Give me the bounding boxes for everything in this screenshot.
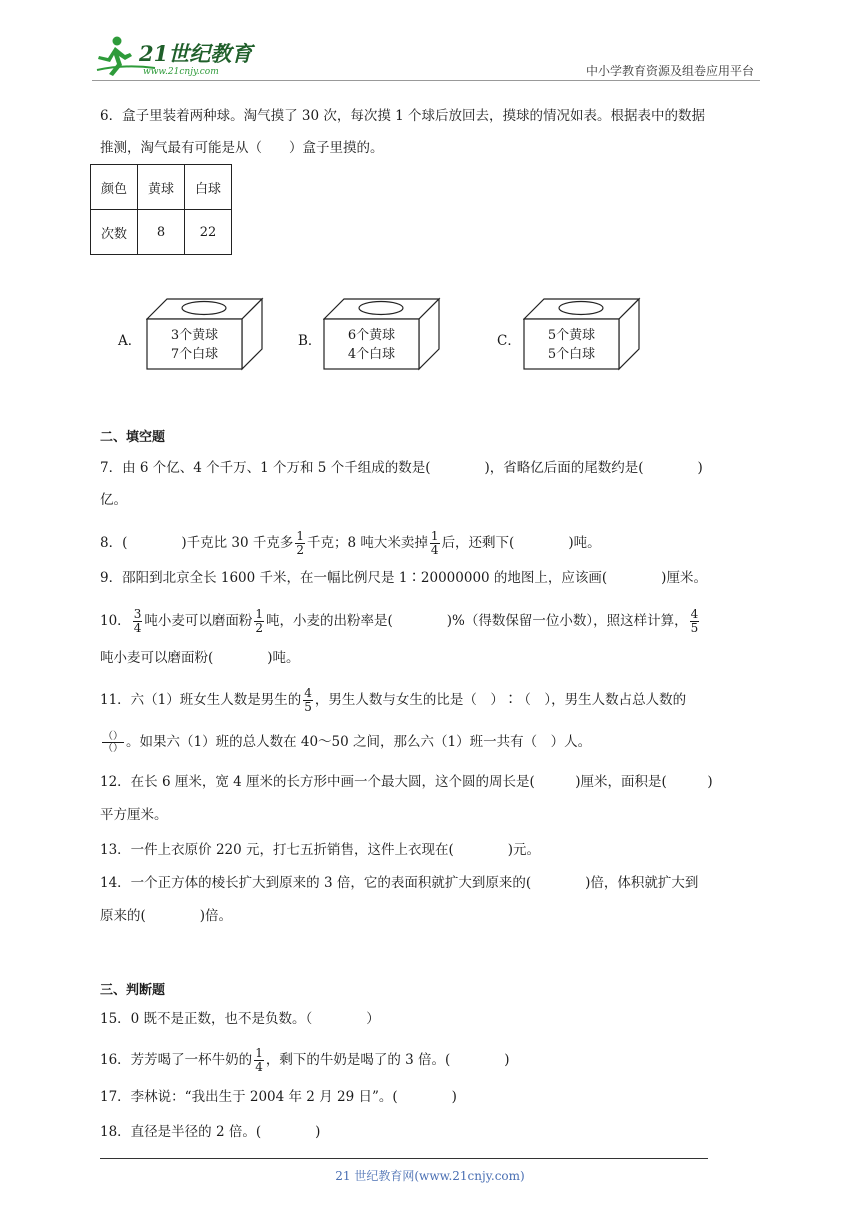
q8 — [100, 530, 601, 557]
q11-line2 — [100, 731, 591, 754]
q10-part-c: 吨，小麦的出粉率是( )%（得数保留一位小数），照这样计算， — [265, 613, 688, 629]
footer-divider — [100, 1158, 708, 1159]
fraction: $\frac{1}{4}$ — [430, 529, 439, 557]
site-logo — [95, 34, 265, 78]
fraction: $\frac{4}{5}$ — [690, 607, 699, 635]
q10-line1 — [100, 608, 701, 635]
logo-url: www.21cnjy.com — [143, 67, 219, 77]
platform-name: 中小学教育资源及组卷应用平台 — [585, 64, 754, 78]
fraction-blank: $\frac{()}{()}$ — [103, 731, 123, 754]
q6-data-table — [90, 164, 232, 255]
table-cell: 颜色 — [91, 165, 138, 210]
option-a-line2: 7个白球 — [170, 347, 219, 362]
q14-line2: 原来的( )倍。 — [100, 908, 233, 924]
q17: 17．李林说：“我出生于 2004 年 2 月 29 日”。( ) — [100, 1089, 457, 1105]
q11-part-c: 。如果六（1）班的总人数在 40～50 之间，那么六（1）班一共有（ ）人。 — [126, 734, 592, 750]
option-c-line1: 5个黄球 — [547, 328, 596, 343]
q8-part-c: 后，还剩下( )吨。 — [441, 535, 601, 551]
q15: 15．0 既不是正数，也不是负数。（ ） — [100, 1011, 380, 1027]
option-b-line2: 4个白球 — [347, 347, 396, 362]
option-a-box — [146, 297, 264, 375]
footer-link[interactable]: 21 世纪教育网(www.21cnjy.com) — [335, 1169, 525, 1183]
table-cell: 黄球 — [138, 165, 185, 210]
option-b-box — [323, 297, 441, 375]
q10-part-b: 吨小麦可以磨面粉 — [144, 613, 253, 629]
logo-text: 21世纪教育 — [139, 41, 253, 66]
option-b-line1: 6个黄球 — [347, 328, 396, 343]
q9: 9．邵阳到北京全长 1600 千米，在一幅比例尺是 1∶20000000 的地图上，应该画( )厘米。 — [100, 570, 707, 586]
q18: 18．直径是半径的 2 倍。( ) — [100, 1124, 321, 1140]
q12-line1: 12．在长 6 厘米，宽 4 厘米的长方形中画一个最大圆，这个圆的周长是( )厘米，面积是( ) — [100, 774, 713, 790]
section3-title: 三、判断题 — [100, 983, 166, 998]
option-b-label: B． — [298, 333, 322, 349]
fraction: $\frac{4}{5}$ — [304, 686, 312, 714]
q11-part-a: 11．六（1）班女生人数是男生的 — [100, 692, 302, 708]
table-cell: 8 — [138, 210, 185, 255]
q14-line1: 14．一个正方体的棱长扩大到原来的 3 倍，它的表面积就扩大到原来的( )倍，体积就扩大到 — [100, 875, 699, 891]
table-cell: 次数 — [91, 210, 138, 255]
option-a-label: A． — [118, 333, 142, 349]
table-cell: 白球 — [185, 165, 232, 210]
option-c-line2: 5个白球 — [547, 347, 596, 362]
fraction: $\frac{1}{2}$ — [255, 607, 263, 635]
option-c-label: C． — [497, 333, 521, 349]
fraction: $\frac{1}{4}$ — [255, 1046, 263, 1074]
q16 — [100, 1047, 510, 1074]
option-c-box — [523, 297, 641, 375]
section2-title: 二、填空题 — [100, 430, 166, 445]
q10-line2: 吨小麦可以磨面粉( )吨。 — [100, 650, 300, 666]
option-a-line1: 3个黄球 — [170, 328, 219, 343]
header-divider — [92, 80, 760, 81]
runner-logo-icon — [95, 34, 265, 78]
q6-text-line1: 6．盒子里装着两种球。淘气摸了 30 次，每次摸 1 个球后放回去，摸球的情况如表。根据表中的数据 — [100, 108, 706, 124]
q16-part-b: ，剩下的牛奶是喝了的 3 倍。( ) — [265, 1052, 510, 1068]
q6-text-line2: 推测，淘气最有可能是从（ ）盒子里摸的。 — [100, 140, 384, 156]
q8-part-b: 千克；8 吨大米卖掉 — [307, 535, 428, 551]
q8-part-a: 8．( )千克比 30 千克多 — [100, 535, 294, 551]
fraction: $\frac{1}{2}$ — [296, 529, 305, 557]
q7-line2: 亿。 — [100, 492, 127, 508]
fraction: $\frac{3}{4}$ — [133, 607, 142, 635]
table-row — [91, 210, 232, 255]
q16-part-a: 16．芳芳喝了一杯牛奶的 — [100, 1052, 253, 1068]
q10-part-a: 10． — [100, 613, 131, 629]
table-cell: 22 — [185, 210, 232, 255]
q12-line2: 平方厘米。 — [100, 807, 168, 823]
table-header-row — [91, 165, 232, 210]
q7-line1: 7．由 6 个亿、4 个千万、1 个万和 5 个千组成的数是( )，省略亿后面的尾数约是( ) — [100, 460, 703, 476]
q13: 13．一件上衣原价 220 元，打七五折销售，这件上衣现在( )元。 — [100, 842, 541, 858]
q11-part-b: ，男生人数与女生的比是（ ）∶（ ），男生人数占总人数的 — [314, 692, 687, 708]
q11-line1 — [100, 687, 686, 714]
